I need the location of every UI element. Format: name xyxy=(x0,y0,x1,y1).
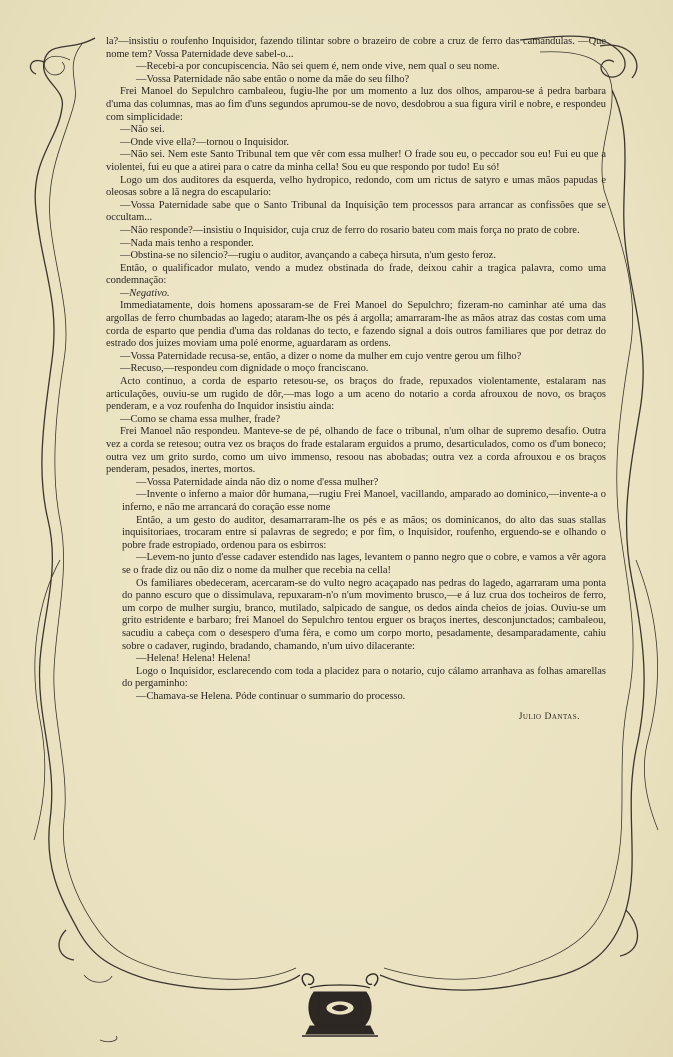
paragraph: Frei Manoel não respondeu. Manteve-se de pé, olhando de face o tribunal, n'um olhar de supremo desafio. Outra vez a corda se retesou; outra vez os braços do frade estalaram erguidos a prumo, desarticulados, como os d'um boneco; outra vez um grito surdo, como um uivo immenso, resoou nas abobadas; outra vez a corda afrouxou e os braços penderam, pesados, inertes, mortos. xyxy=(106,426,606,476)
paragraph: —Invente o inferno a maior dôr humana,—rugiu Frei Manoel, vacillando, amparado ao dominico,—invente-a o inferno, e não me arrancará do coração esse nome xyxy=(122,489,606,513)
paragraph: —Não sei. Nem este Santo Tribunal tem que vêr com essa mulher! O frade sou eu, o peccador sou eu! Fui eu que a violentei, fui eu que a atirei para o catre da minha cella! Sou eu que respondo por tudo! Eu só! xyxy=(106,149,606,173)
paragraph: —Não responde?—insistiu o Inquisidor, cuja cruz de ferro do rosario bateu com mais força no prato de cobre. xyxy=(120,224,580,236)
paragraph: —Levem-no junto d'esse cadaver estendido nas lages, levantem o panno negro que o cobre, e vamos a vêr agora se o frade diz ou não diz o nome da mulher que recebia na cella! xyxy=(122,552,606,576)
paragraph: la?—insistiu o roufenho Inquisidor, fazendo tilintar sobre o brazeiro de cobre a cruz de ferro das camandulas. —Que nome tem? Vossa Paternidade deve sabel-o... xyxy=(106,36,606,60)
paragraph: Então, o qualificador mulato, vendo a mudez obstinada do frade, deixou cahir a tragica palavra, como uma condemnação: xyxy=(106,262,606,287)
paragraph: —Nada mais tenho a responder. xyxy=(120,237,254,249)
author-signature: Julio Dantas. xyxy=(518,712,580,723)
paragraph: —Vossa Paternidade sabe que o Santo Tribunal da Inquisição tem processos para arrancar as confissões que se occultam... xyxy=(106,199,606,224)
paragraph: Os familiares obedeceram, acercaram-se do vulto negro acaçapado nas pedras do lagedo, agarraram uma ponta do panno escuro que o dissimulava, repuxaram-n'o n'um movimento brusco,—e á luz crua dos tocheiros de ferro, um corpo de mulher surgiu, branco, mutilado, salpicado de sangue, os dedos ainda cheios de joias. Ouviu-se um grito estridente e barbaro; frei Manoel do Sepulchro tentou erguer os braços inertes, desconjunctados; cambaleou, sacudiu a cabeça com o desespero d'uma féra, e como um corpo morto, pesadamente, desamparadamente, cahiu sobre o cadaver, rugindo, bradando, chamando, n'um uivo dilacerante: xyxy=(122,577,606,652)
paragraph: —Recebi-a por concupiscencia. Não sei quem é, nem onde vive, nem qual o seu nome. xyxy=(136,61,500,73)
paragraph: Frei Manoel do Sepulchro cambaleou, fugiu-lhe por um momento a luz dos olhos, amparou-se á pedra barbara d'uma das columnas, mas ao fim d'uns segundos aprumou-se de novo, desdobrou a sua figura viril e nobre, e respondeu com simplicidade: xyxy=(106,86,606,123)
paragraph: —Chamava-se Helena. Póde continuar o summario do processo. xyxy=(136,690,406,702)
paragraph: —Não sei. xyxy=(120,124,165,136)
inkwell-ornament-icon xyxy=(296,968,384,1040)
article-text xyxy=(106,36,606,941)
paragraph: Logo o Inquisidor, esclarecendo com toda a placidez para o notario, cujo cálamo arranhava as folhas amarellas do pergaminho: xyxy=(122,665,606,690)
paragraph: Immediatamente, dois homens apossaram-se de Frei Manoel do Sepulchro; fizeram-no caminhar até uma das argollas de ferro chumbadas ao lagedo; ataram-lhe os pés á argolla; amarraram-lhe as mãos atraz das costas com uma corda de esparto que pendia d'uma das roldanas do tecto, e fazendo signal a dois outros familiares que por detraz do estrado dos juizes moviam uma polé enorme, aguardaram as ordens. xyxy=(106,300,606,350)
paragraph: Logo um dos auditores da esquerda, velho hydropico, redondo, com um rictus de satyro e umas mãos papudas e oleosas sobre a lã negra do escapulario: xyxy=(106,174,606,199)
paragraph: —Helena! Helena! Helena! xyxy=(136,653,251,665)
paragraph: —Obstina-se no silencio?—rugiu o auditor, avançando a cabeça hirsuta, n'um gesto feroz. xyxy=(120,250,496,262)
paragraph: —Vossa Paternidade recusa-se, então, a dizer o nome da mulher em cujo ventre gerou um filho? xyxy=(120,350,522,362)
paragraph: Acto continuo, a corda de esparto retesou-se, os braços do frade, repuxados violentamente, estalaram nas articulações, ouviu-se um rugido de dôr,—mas logo a um aceno do notario a corda afrouxou de novo, os braços penderam, e a voz roufenha do Inquidor insistiu ainda: xyxy=(106,376,606,413)
paragraph: —Recuso,—respondeu com dignidade o moço franciscano. xyxy=(120,363,369,375)
paragraph: —Vossa Paternidade não sabe então o nome da mãe do seu filho? xyxy=(136,73,410,85)
paragraph: Então, a um gesto do auditor, desamarraram-lhe os pés e as mãos; os dominicanos, do alto das suas stallas inquisitoriaes, trocaram entre si palavras de segredo; e por fim, o Inquisidor, roufenho, erguendo-se e olhando o pobre frade estropiado, ordenou para os esbirros: xyxy=(122,514,606,551)
paragraph: —Vossa Paternidade ainda não diz o nome d'essa mulher? xyxy=(136,476,379,488)
paragraph xyxy=(106,288,606,301)
paragraph: —Como se chama essa mulher, frade? xyxy=(120,413,281,425)
emphasis-negativo: —Negativo. xyxy=(120,287,170,299)
paragraph: —Onde vive ella?—tornou o Inquisidor. xyxy=(120,136,289,148)
